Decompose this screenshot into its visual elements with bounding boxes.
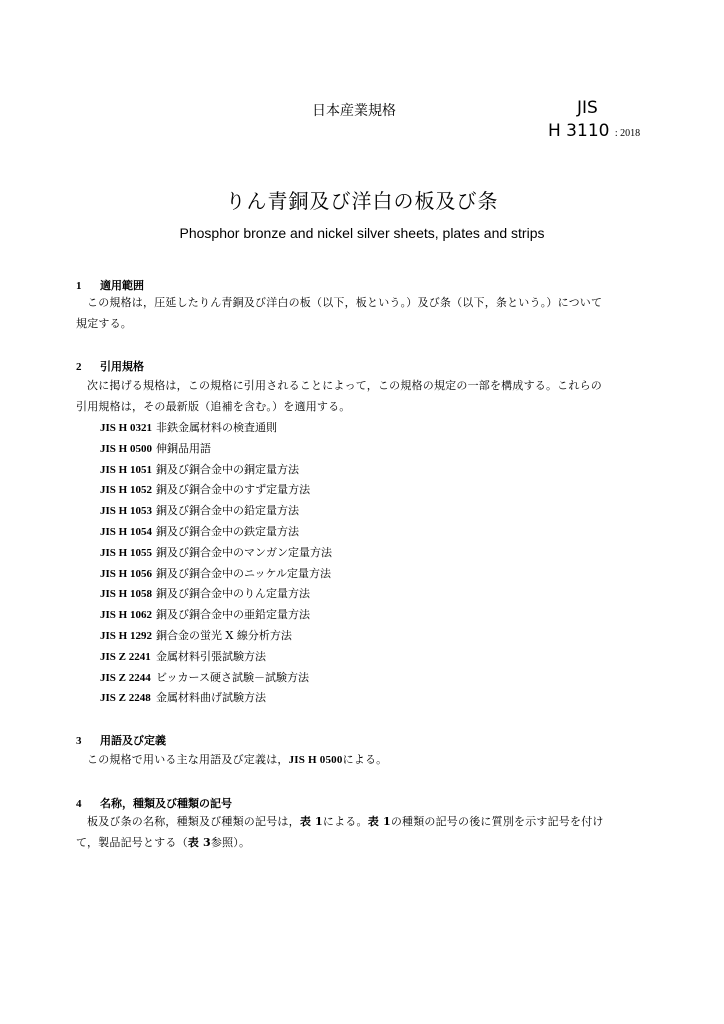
table-1-ref: 表 1 bbox=[367, 815, 391, 828]
reference-item bbox=[100, 605, 332, 626]
section-1-line-1: この規格は，圧延したりん青銅及び洋白の板（以下，板という。）及び条（以下，条という。）について bbox=[87, 296, 603, 309]
section-4-text: による。 bbox=[322, 815, 368, 828]
standard-code bbox=[548, 121, 640, 141]
reference-title: 銅合金の蛍光 X 線分析方法 bbox=[156, 628, 292, 642]
reference-title: 銅及び銅合金中のマンガン定量方法 bbox=[156, 545, 332, 559]
section-4-text: て，製品記号とする（ bbox=[76, 836, 188, 849]
reference-code: JIS H 1052 bbox=[100, 484, 152, 497]
section-2-number: 2 bbox=[76, 361, 82, 373]
reference-jis-h-0500: JIS H 0500 bbox=[288, 754, 343, 766]
reference-code: JIS H 1054 bbox=[100, 525, 152, 538]
section-1-number: 1 bbox=[76, 280, 82, 292]
reference-code: JIS H 1058 bbox=[100, 588, 152, 601]
jis-label: JIS bbox=[577, 98, 598, 118]
reference-code: JIS H 0321 bbox=[100, 422, 152, 434]
section-1-line-2: 規定する。 bbox=[76, 317, 132, 330]
section-4-body bbox=[76, 811, 656, 853]
reference-code: JIS Z 2241 bbox=[100, 650, 151, 663]
reference-title: 銅及び銅合金中の銅定量方法 bbox=[156, 462, 299, 476]
reference-code: JIS H 1056 bbox=[100, 567, 152, 580]
reference-title: ビッカース硬さ試験－試験方法 bbox=[156, 670, 310, 684]
table-1-ref: 表 1 bbox=[299, 815, 323, 828]
reference-code: JIS H 1055 bbox=[100, 546, 152, 559]
section-2-body bbox=[76, 375, 656, 417]
reference-title: 非鉄金属材料の検査通則 bbox=[156, 421, 277, 434]
reference-code: JIS H 1053 bbox=[100, 505, 152, 518]
reference-item bbox=[100, 460, 332, 481]
reference-code: JIS H 1062 bbox=[100, 609, 152, 622]
section-4-heading bbox=[76, 795, 232, 811]
reference-title: 伸銅品用語 bbox=[156, 441, 211, 455]
section-2-heading bbox=[76, 358, 144, 374]
section-3-title: 用語及び定義 bbox=[100, 734, 166, 747]
reference-code: JIS Z 2248 bbox=[100, 692, 151, 705]
reference-code: JIS Z 2244 bbox=[100, 671, 151, 684]
reference-item bbox=[100, 647, 332, 668]
section-3-body bbox=[76, 749, 656, 771]
reference-item bbox=[100, 439, 332, 460]
reference-title: 銅及び銅合金中のすず定量方法 bbox=[156, 483, 311, 497]
section-4-title: 名称，種類及び種類の記号 bbox=[100, 797, 232, 810]
reference-title: 銅及び銅合金中の鉛定量方法 bbox=[156, 504, 299, 518]
section-2-line-1: 次に掲げる規格は，この規格に引用されることによって，この規格の規定の一部を構成する。これらの bbox=[87, 379, 602, 392]
section-3-line-1 bbox=[76, 749, 656, 771]
section-1-title: 適用範囲 bbox=[100, 279, 144, 292]
section-3-number: 3 bbox=[76, 735, 82, 747]
section-4-text: 板及び条の名称，種類及び種類の記号は， bbox=[87, 815, 300, 828]
reference-item bbox=[100, 522, 332, 543]
reference-title: 銅及び銅合金中のりん定量方法 bbox=[156, 587, 310, 601]
reference-title: 銅及び銅合金中のニッケル定量方法 bbox=[156, 566, 332, 580]
document-title-ja: りん青銅及び洋白の板及び条 bbox=[225, 189, 499, 213]
standard-code-number: H 3110 bbox=[548, 121, 610, 141]
reference-item bbox=[100, 688, 332, 709]
section-3-text: による。 bbox=[342, 753, 388, 766]
reference-item bbox=[100, 543, 332, 564]
section-2-title: 引用規格 bbox=[100, 360, 144, 373]
section-3-heading bbox=[76, 732, 166, 748]
document-title-en: Phosphor bronze and nickel silver sheets, plates and strips bbox=[179, 225, 545, 241]
section-1-body bbox=[76, 292, 656, 334]
reference-title: 銅及び銅合金中の亜鉛定量方法 bbox=[156, 608, 310, 622]
section-2-line-2: 引用規格は，その最新版（追補を含む。）を適用する。 bbox=[76, 400, 351, 413]
normative-references-list bbox=[100, 418, 332, 709]
reference-code: JIS H 1051 bbox=[100, 463, 152, 476]
reference-item bbox=[100, 501, 332, 522]
section-1-heading bbox=[76, 277, 144, 293]
reference-item bbox=[100, 584, 332, 605]
section-4-text: 参照）。 bbox=[210, 836, 251, 849]
standard-title: 日本産業規格 bbox=[312, 103, 396, 119]
table-3-ref: 表 3 bbox=[187, 836, 211, 849]
reference-item bbox=[100, 418, 332, 439]
reference-title: 銅及び銅合金中の鉄定量方法 bbox=[156, 524, 299, 538]
section-4-text: の種類の記号の後に質別を示す記号を付け bbox=[390, 815, 604, 828]
section-4-number: 4 bbox=[76, 798, 82, 810]
section-4-line-1 bbox=[76, 811, 656, 832]
standard-year: : 2018 bbox=[614, 128, 641, 139]
reference-code: JIS H 1292 bbox=[100, 629, 152, 642]
reference-item bbox=[100, 668, 332, 689]
reference-title: 金属材料曲げ試験方法 bbox=[156, 691, 266, 705]
section-3-text: この規格で用いる主な用語及び定義は， bbox=[87, 753, 289, 766]
reference-item bbox=[100, 564, 332, 585]
reference-item bbox=[100, 626, 332, 647]
reference-title: 金属材料引張試験方法 bbox=[156, 649, 266, 663]
reference-code: JIS H 0500 bbox=[100, 442, 152, 455]
reference-item bbox=[100, 480, 332, 501]
section-4-line-2 bbox=[76, 832, 656, 853]
